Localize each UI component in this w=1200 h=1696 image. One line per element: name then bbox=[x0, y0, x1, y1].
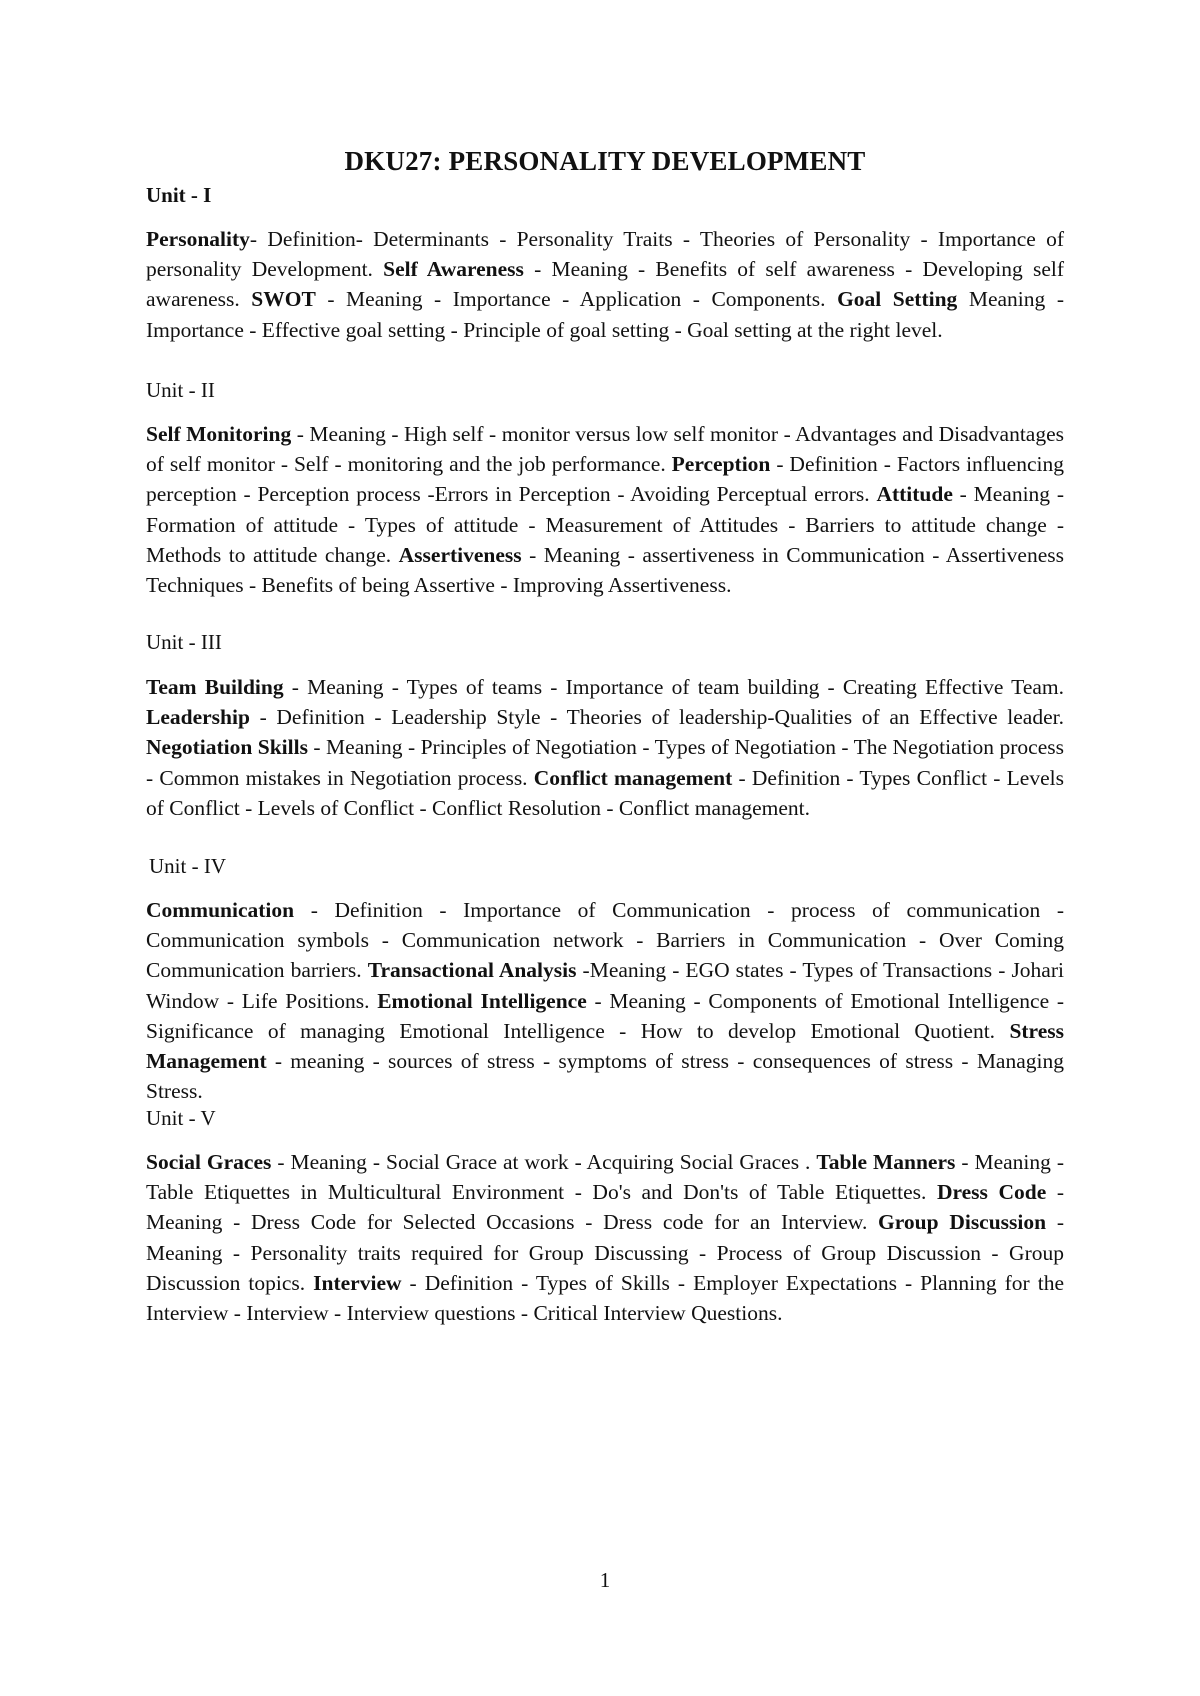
topic-term: Communication bbox=[146, 898, 295, 922]
unit-5-content bbox=[146, 1147, 1064, 1328]
unit-3-content bbox=[146, 672, 1064, 823]
topic-text: Meaning - Importance - Effective goal setting - Principle of goal setting - Goal setting at the right level. bbox=[146, 287, 1064, 342]
topic-term: Emotional Intelligence bbox=[377, 988, 587, 1013]
topic-term: Stress Management bbox=[146, 1018, 1064, 1074]
topic-text: - Definition - Factors influencing perception - Perception process -Errors in Perception - Avoiding Perceptual errors. bbox=[146, 452, 1064, 507]
topic-text: - Meaning - Benefits of self awareness - Developing self awareness. bbox=[146, 257, 1065, 312]
topic-text: - Meaning - Principles of Negotiation - Types of Negotiation - The Negotiation process - Common mistakes in Negotiation process. bbox=[146, 735, 1065, 790]
topic-text: - Definition - Types Conflict - Levels of Conflict - Levels of Conflict - Conflict Resolution - Conflict management. bbox=[146, 765, 1064, 820]
topic-term: Perception bbox=[671, 452, 771, 477]
topic-text: - meaning - sources of stress - symptoms of stress - consequences of stress - Managing Stress. bbox=[146, 1049, 1064, 1104]
topic-text: - Meaning - Importance - Application - Components. bbox=[315, 287, 838, 312]
topic-text: - Meaning - High self - monitor versus low self monitor - Advantages and Disadvantages of self monitor - Self - monitoring and the job performance. bbox=[146, 422, 1064, 477]
topic-term: Interview bbox=[313, 1270, 402, 1295]
topic-text: - Definition - Leadership Style - Theories of leadership-Qualities of an Effective leader. bbox=[249, 705, 1064, 730]
topic-term: Group Discussion bbox=[878, 1210, 1047, 1235]
topic-text: - Meaning - Table Etiquettes in Multicultural Environment - Do's and Don'ts of Table Etiquettes. bbox=[146, 1150, 1065, 1205]
unit-2-heading: Unit - II bbox=[146, 378, 215, 402]
topic-text: - Definition- Determinants - Personality Traits - Theories of Personality - Importance of personality Development. bbox=[146, 227, 1064, 282]
topic-term: Self Monitoring bbox=[146, 422, 292, 446]
topic-term: Self Awareness bbox=[383, 257, 524, 282]
unit-1-content bbox=[146, 224, 1064, 345]
unit-3-heading: Unit - III bbox=[146, 630, 222, 654]
topic-term: Team Building bbox=[146, 675, 284, 699]
topic-term: SWOT bbox=[251, 287, 316, 312]
topic-term: Conflict management bbox=[533, 765, 733, 790]
topic-term: Goal Setting bbox=[837, 287, 958, 312]
unit-4-heading: Unit - IV bbox=[149, 854, 226, 878]
topic-text: - Meaning - Types of teams - Importance of team building - Creating Effective Team. bbox=[283, 675, 1064, 699]
topic-text: - Definition - Types of Skills - Employer Expectations - Planning for the Interview - Interview - Interview questions - Critical Interview Questions. bbox=[146, 1270, 1064, 1326]
unit-4-content bbox=[146, 895, 1064, 1106]
unit-2-content bbox=[146, 419, 1064, 600]
topic-text: - Meaning - Components of Emotional Intelligence - Significance of managing Emotional Intelligence - How to develop Emotional Quotient. bbox=[146, 988, 1064, 1043]
document-title: DKU27: PERSONALITY DEVELOPMENT bbox=[344, 146, 866, 176]
topic-term: Transactional Analysis bbox=[367, 958, 577, 983]
topic-term: Dress Code bbox=[936, 1180, 1047, 1205]
topic-text: - Meaning - Dress Code for Selected Occasions - Dress code for an Interview. bbox=[146, 1180, 1064, 1235]
unit-1-heading: Unit - I bbox=[146, 183, 212, 207]
topic-text: - Meaning - Formation of attitude - Types of attitude - Measurement of Attitudes - Barriers to attitude change - Methods to attitude change. bbox=[146, 482, 1064, 567]
unit-5-heading: Unit - V bbox=[146, 1106, 216, 1130]
topic-term: Negotiation Skills bbox=[146, 735, 308, 760]
topic-text: -Meaning - EGO states - Types of Transactions - Johari Window - Life Positions. bbox=[146, 958, 1064, 1013]
page-number: 1 bbox=[599, 1568, 611, 1592]
topic-term: Assertiveness bbox=[398, 542, 522, 567]
topic-text: - Definition - Importance of Communication - process of communication - Communication symbols - Communication network - Barriers in Communication - Over Coming Communication barriers. bbox=[146, 898, 1064, 983]
topic-text: - Meaning - Social Grace at work - Acquiring Social Graces . bbox=[271, 1150, 817, 1174]
topic-text: - Meaning - Personality traits required for Group Discussing - Process of Group Discussion - Group Discussion topics. bbox=[146, 1210, 1064, 1295]
topic-text: - Meaning - assertiveness in Communication - Assertiveness Techniques - Benefits of being Assertive - Improving Assertiveness. bbox=[146, 542, 1064, 598]
topic-term: Table Manners bbox=[816, 1150, 956, 1174]
topic-term: Leadership bbox=[146, 705, 250, 730]
topic-term: Social Graces bbox=[146, 1150, 272, 1174]
topic-term: Personality bbox=[146, 227, 250, 251]
topic-term: Attitude bbox=[876, 482, 953, 507]
